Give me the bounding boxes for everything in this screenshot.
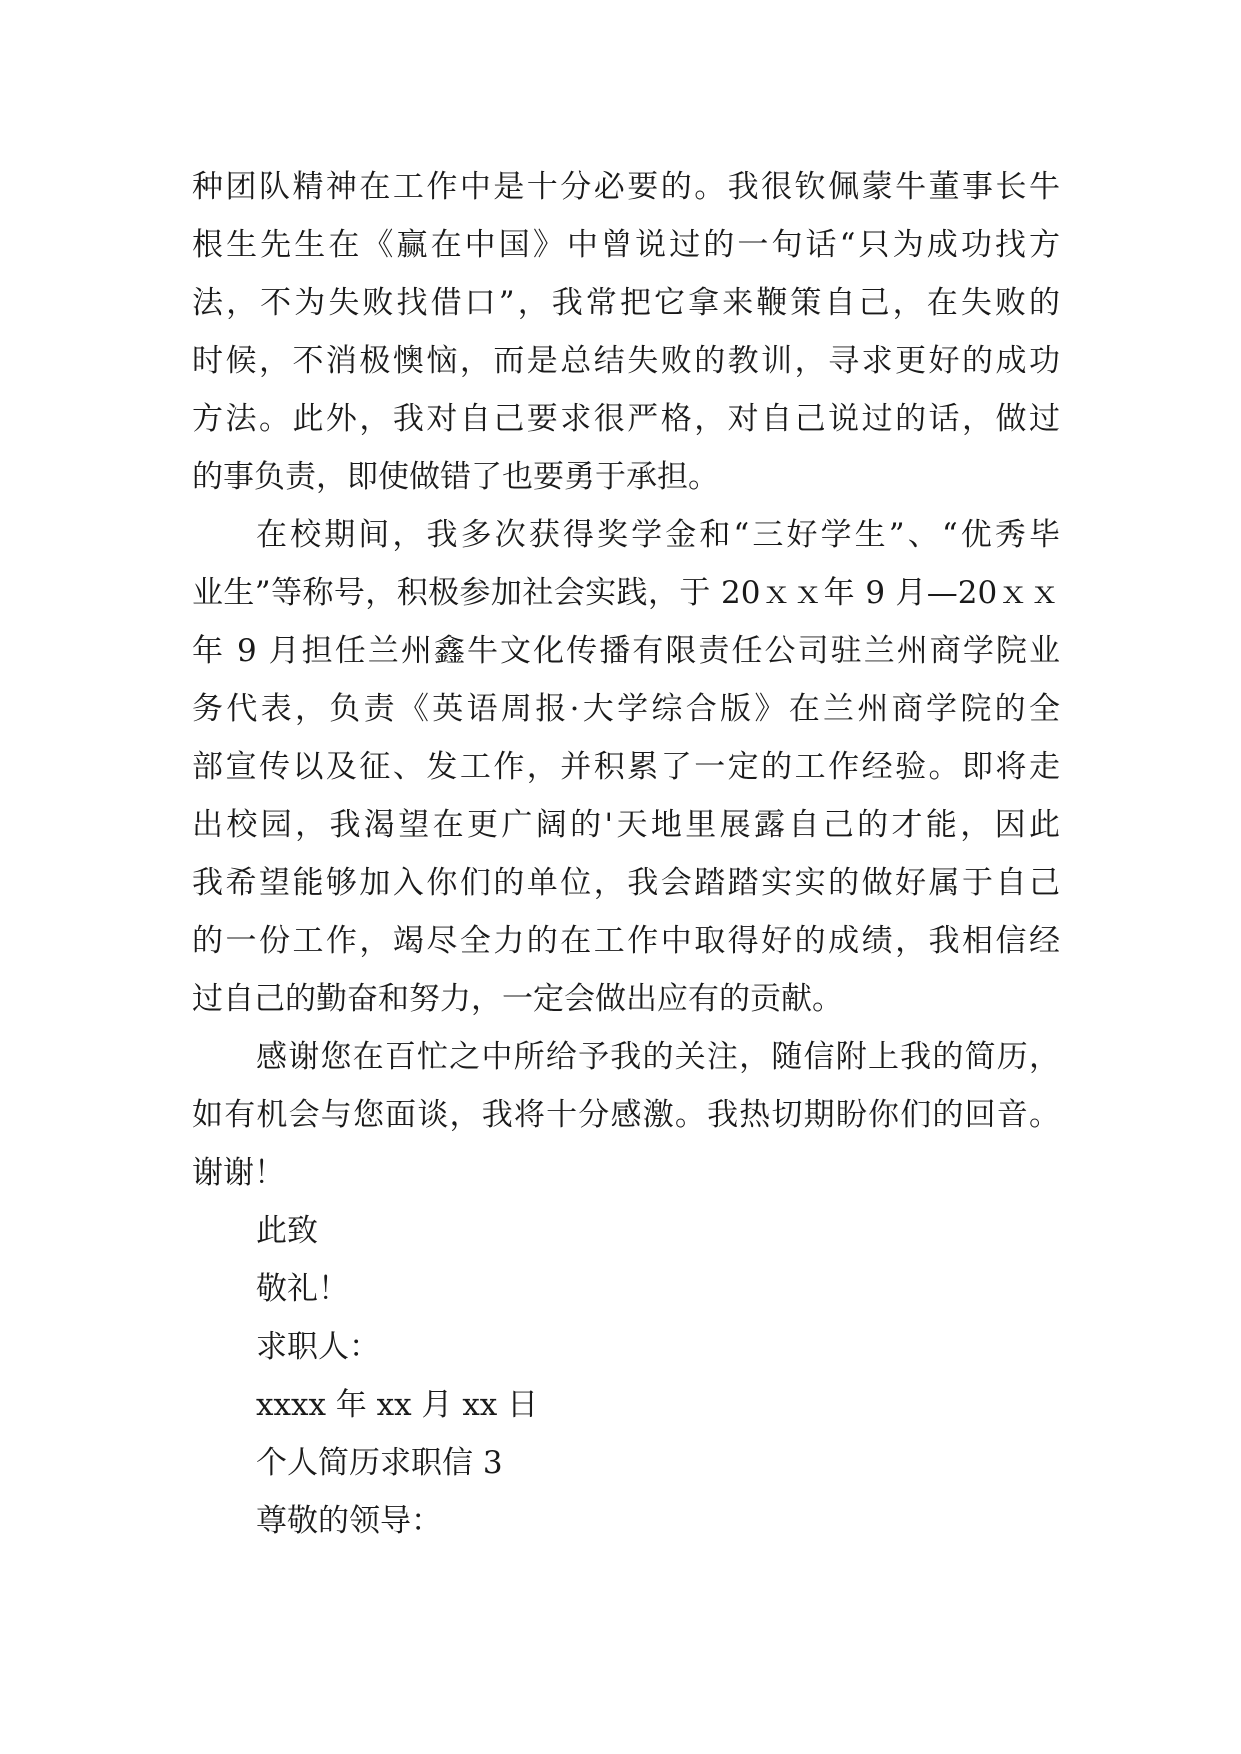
paragraph-1-line-4: 时候，不消极懊恼，而是总结失败的教训，寻求更好的成功	[192, 343, 1060, 379]
paragraph-2-line-8: 的一份工作，竭尽全力的在工作中取得好的成绩，我相信经	[192, 923, 1060, 959]
paragraph-1-line-2: 根生先生在《赢在中国》中曾说过的一句话“只为成功找方	[192, 227, 1060, 263]
paragraph-2-line-9: 过自己的勤奋和努力，一定会做出应有的贡献。	[192, 981, 843, 1017]
paragraph-1-line-3: 法，不为失败找借口”，我常把它拿来鞭策自己，在失败的	[192, 285, 1060, 321]
paragraph-2-line-6: 出校园，我渴望在更广阔的'天地里展露自己的才能，因此	[192, 807, 1060, 843]
paragraph-1-line-5: 方法。此外，我对自己要求很严格，对自己说过的话，做过	[192, 401, 1060, 437]
paragraph-2-line-3: 年 9 月担任兰州鑫牛文化传播有限责任公司驻兰州商学院业	[192, 633, 1060, 669]
paragraph-1-line-1: 种团队精神在工作中是十分必要的。我很钦佩蒙牛董事长牛	[192, 169, 1060, 205]
paragraph-3-line-3: 谢谢！	[192, 1155, 285, 1191]
paragraph-3-line-1: 感谢您在百忙之中所给予我的关注，随信附上我的简历，	[256, 1039, 1060, 1075]
paragraph-1-line-6: 的事负责，即使做错了也要勇于承担。	[192, 459, 719, 495]
section-title: 个人简历求职信 3	[256, 1445, 503, 1481]
paragraph-2-line-1: 在校期间，我多次获得奖学金和“三好学生”、“优秀毕	[256, 517, 1060, 553]
closing-respect: 敬礼！	[256, 1271, 349, 1307]
applicant-label: 求职人：	[256, 1329, 380, 1365]
greeting: 尊敬的领导：	[256, 1503, 442, 1539]
letter-date: xxxx 年 xx 月 xx 日	[256, 1387, 539, 1423]
paragraph-2-line-4: 务代表，负责《英语周报·大学综合版》在兰州商学院的全	[192, 691, 1060, 727]
paragraph-2-line-7: 我希望能够加入你们的单位，我会踏踏实实的做好属于自己	[192, 865, 1060, 901]
letter-body	[192, 158, 1060, 1550]
paragraph-3-line-2: 如有机会与您面谈，我将十分感激。我热切期盼你们的回音。	[192, 1097, 1060, 1133]
paragraph-2-line-2: 业生”等称号，积极参加社会实践，于 20ｘｘ年 9 月—20ｘｘ	[192, 575, 1060, 611]
closing-salutation: 此致	[256, 1213, 318, 1249]
paragraph-2-line-5: 部宣传以及征、发工作，并积累了一定的工作经验。即将走	[192, 749, 1060, 785]
